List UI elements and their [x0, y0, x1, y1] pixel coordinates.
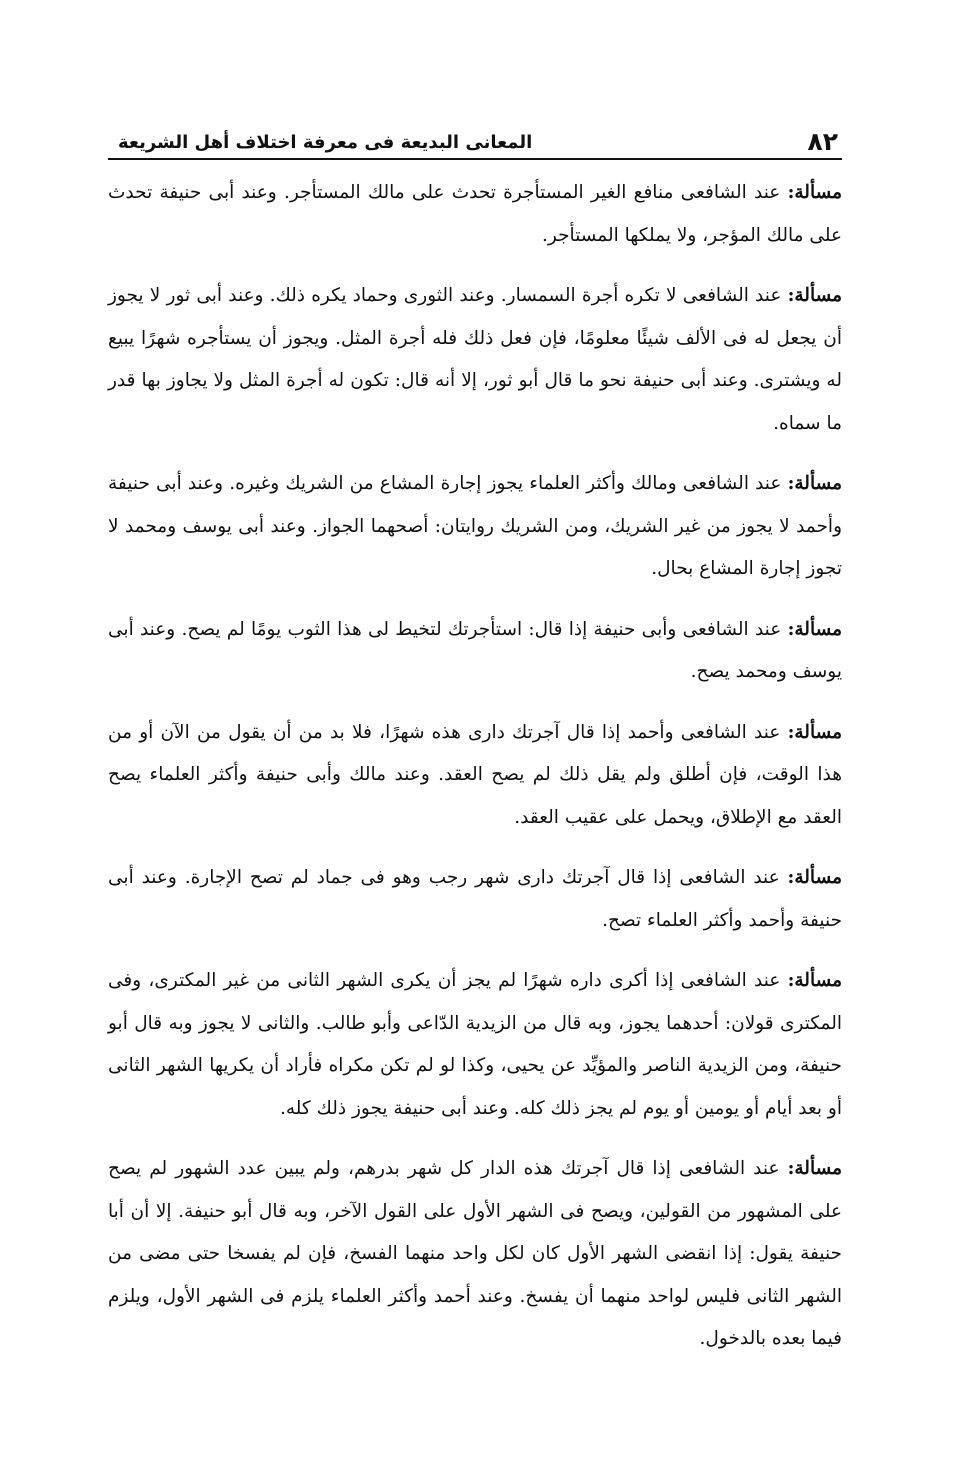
- issue-paragraph-1: [108, 172, 842, 257]
- issue-paragraph-2: [108, 275, 842, 445]
- issue-paragraph-8: [108, 1148, 842, 1361]
- issue-text: عند الشافعى لا تكره أجرة السمسار. وعند الثورى وحماد يكره ذلك. وعند أبى ثور لا يجوز أن يجعل له فى الألف شيئًا معلومًا، فإن فعل ذلك فله أجرة المثل. ويجوز أن يستأجره شهرًا يبيع له ويشترى. وعند أبى حنيفة نحو ما قال أبو ثور، إلا أنه قال: تكون له أجرة المثل ولا يجاوز بها قدر ما سماه.: [108, 285, 842, 434]
- issue-text: عند الشافعى إذا قال آجرتك دارى شهر رجب وهو فى جماد لم تصح الإجارة. وعند أبى حنيفة وأحمد وأكثر العلماء تصح.: [108, 867, 842, 931]
- page-header: [108, 118, 842, 160]
- issue-text: عند الشافعى إذا أكرى داره شهرًا لم يجز أن يكرى الشهر الثانى من غير المكترى، وفى المكترى قولان: أحدهما يجوز، وبه قال من الزيدية الدّاعى وأبو طالب. والثانى لا يجوز وبه قال أبو حنيفة، ومن الزيدية الناصر والمؤيِّد عن يحيى، وكذا لو لم تكن مكراه فأراد أن يكريها الشهر الثانى أو بعد أيام أو يومين أو يوم لم يجز ذلك كله. وعند أبى حنيفة يجوز ذلك كله.: [108, 970, 842, 1119]
- issue-paragraph-4: [108, 609, 842, 694]
- running-title: المعانى البديعة فى معرفة اختلاف أهل الشريعة: [118, 132, 533, 153]
- issue-label: مسألة:: [787, 182, 842, 203]
- issue-paragraph-6: [108, 857, 842, 942]
- issue-label: مسألة:: [787, 285, 842, 306]
- issue-label: مسألة:: [787, 867, 842, 888]
- issue-text: عند الشافعى وأبى حنيفة إذا قال: استأجرتك لتخيط لى هذا الثوب يومًا لم يصح. وعند أبى يوسف ومحمد يصح.: [108, 618, 842, 682]
- issue-paragraph-7: [108, 960, 842, 1130]
- page-body: [108, 160, 842, 1361]
- issue-label: مسألة:: [787, 970, 842, 991]
- issue-text: عند الشافعى منافع الغير المستأجرة تحدث على مالك المستأجر. وعند أبى حنيفة تحدث على مالك المؤجر، ولا يملكها المستأجر.: [108, 182, 842, 246]
- book-page: [108, 118, 842, 1379]
- issue-text: عند الشافعى إذا قال آجرتك هذه الدار كل شهر بدرهم، ولم يبين عدد الشهور لم يصح على المشهور من القولين، ويصح فى الشهر الأول على القول الآخر، وبه قال أبو حنيفة. إلا أن أبا حنيفة يقول: إذا انقضى الشهر الأول كان لكل واحد منهما الفسخ، فإن لم يفسخا حتى مضى من الشهر الثانى فليس لواحد منهما أن يفسخ. وعند أحمد وأكثر العلماء يلزم فى الشهر الأول، ويلزم فيما بعده بالدخول.: [108, 1158, 842, 1349]
- issue-label: مسألة:: [787, 618, 842, 640]
- issue-label: مسألة:: [787, 473, 842, 494]
- issue-label: مسألة:: [787, 1158, 842, 1179]
- issue-paragraph-5: [108, 712, 842, 840]
- issue-label: مسألة:: [787, 721, 842, 743]
- issue-text: عند الشافعى ومالك وأكثر العلماء يجوز إجارة المشاع من الشريك وغيره. وعند أبى حنيفة وأحمد لا يجوز من غير الشريك، ومن الشريك روايتان: أصحهما الجواز. وعند أبى يوسف ومحمد لا تجوز إجارة المشاع بحال.: [108, 473, 842, 579]
- page-number: ٨٢: [807, 127, 838, 156]
- issue-text: عند الشافعى وأحمد إذا قال آجرتك دارى هذه شهرًا، فلا بد من أن يقول من الآن أو من هذا الوقت، فإن أطلق ولم يقل ذلك لم يصح العقد. وعند مالك وأبى حنيفة وأكثر العلماء يصح العقد مع الإطلاق، ويحمل على عقيب العقد.: [108, 721, 842, 828]
- issue-paragraph-3: [108, 463, 842, 591]
